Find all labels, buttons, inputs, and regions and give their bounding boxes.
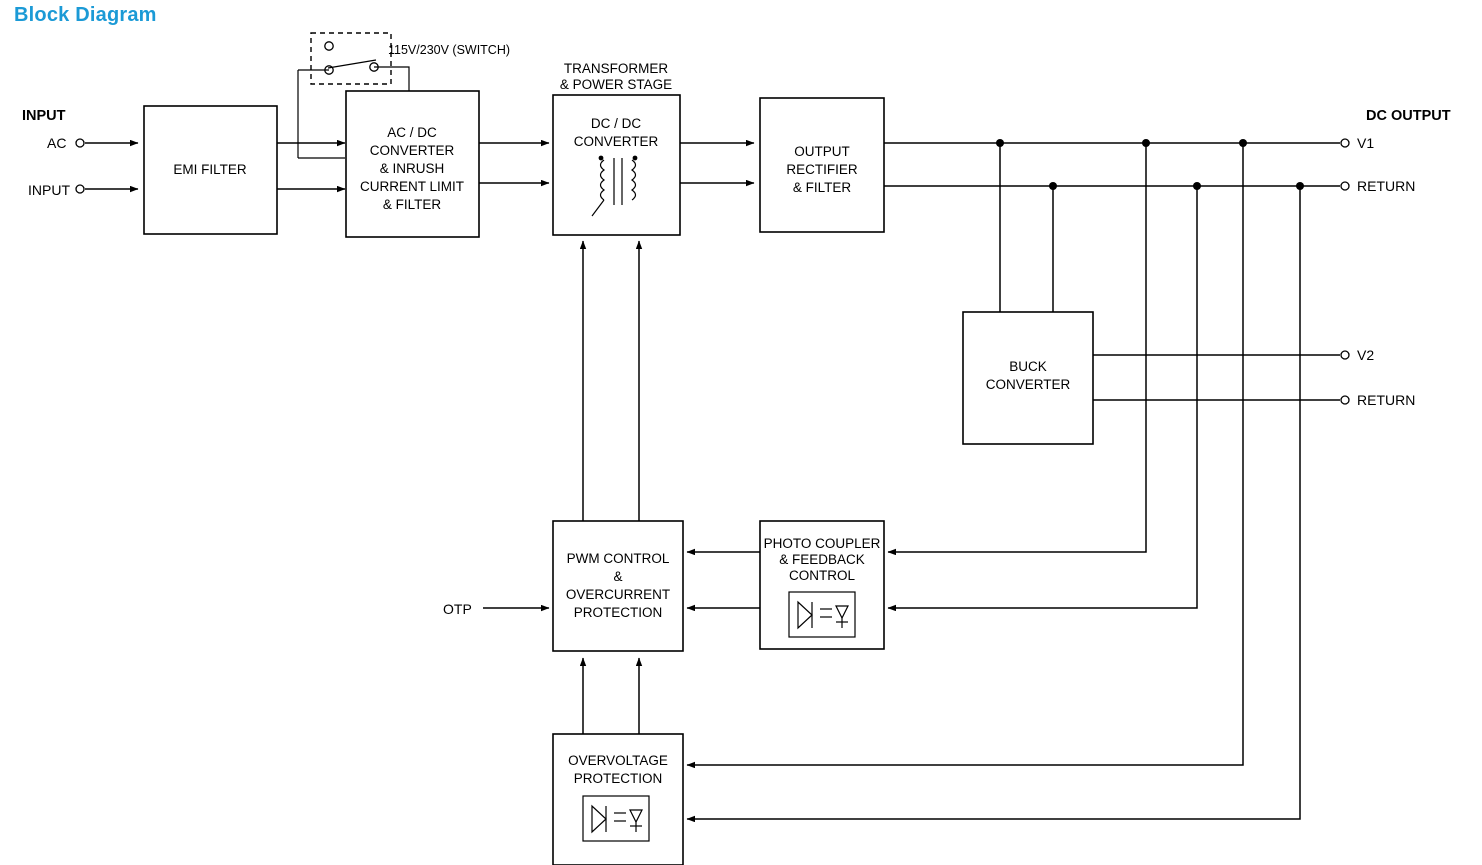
return1-terminal — [1341, 182, 1349, 190]
junction-v1-ovp — [1239, 139, 1247, 147]
block-ovp-line2: PROTECTION — [573, 771, 663, 786]
block-rect-line2: RECTIFIER — [786, 162, 858, 177]
ac-label: AC — [47, 135, 67, 151]
return2-label: RETURN — [1357, 392, 1416, 408]
dc-output-heading: DC OUTPUT — [1366, 108, 1451, 124]
v2-terminal — [1341, 351, 1349, 359]
input-terminal — [76, 185, 84, 193]
wire-return-to-ovp — [687, 186, 1300, 819]
block-rect-line3: & FILTER — [792, 180, 852, 195]
block-pwm-line1: PWM CONTROL — [566, 551, 670, 566]
ac-input-terminal — [76, 139, 84, 147]
block-dc-dc-line1: DC / DC — [590, 116, 642, 131]
block-photo-line3: CONTROL — [788, 568, 856, 583]
return2-terminal — [1341, 396, 1349, 404]
block-ac-dc-line5: & FILTER — [382, 197, 442, 212]
return1-label: RETURN — [1357, 178, 1416, 194]
transformer-header-line1: TRANSFORMER — [563, 61, 669, 76]
block-photo-line2: & FEEDBACK — [779, 552, 865, 567]
block-buck-line1: BUCK — [1009, 359, 1047, 374]
otp-label: OTP — [443, 601, 472, 617]
block-ac-dc-line4: CURRENT LIMIT — [359, 179, 465, 194]
block-ac-dc-line1: AC / DC — [387, 125, 437, 140]
switch-note: 115V/230V (SWITCH) — [388, 43, 511, 57]
junction-return-feedback — [1193, 182, 1201, 190]
block-photo-line1: PHOTO COUPLER — [763, 536, 881, 551]
wire-v1-to-ovp — [687, 143, 1243, 765]
block-rect-line1: OUTPUT — [794, 144, 850, 159]
block-ovp-line1: OVERVOLTAGE — [568, 753, 668, 768]
block-pwm-line3: OVERCURRENT — [565, 587, 671, 602]
block-pwm-line4: PROTECTION — [573, 605, 663, 620]
junction-v1-buck — [996, 139, 1004, 147]
block-ac-dc-line3: & INRUSH — [379, 161, 445, 176]
v1-terminal — [1341, 139, 1349, 147]
v1-label: V1 — [1357, 135, 1375, 151]
junction-v1-feedback — [1142, 139, 1150, 147]
junction-return-ovp — [1296, 182, 1304, 190]
block-emi-filter-label: EMI FILTER — [173, 162, 247, 177]
block-pwm-line2: & — [613, 569, 623, 584]
junction-return-buck — [1049, 182, 1057, 190]
input-label: INPUT — [28, 182, 70, 198]
switch-terminal-top — [325, 42, 333, 50]
block-dc-dc-line2: CONVERTER — [573, 134, 659, 149]
block-pwm-control — [553, 521, 683, 651]
transformer-header-line2: & POWER STAGE — [559, 77, 673, 92]
block-buck-line2: CONVERTER — [985, 377, 1071, 392]
v2-label: V2 — [1357, 347, 1375, 363]
input-heading: INPUT — [22, 108, 66, 124]
block-ac-dc-line2: CONVERTER — [369, 143, 455, 158]
page-title: Block Diagram — [14, 4, 157, 26]
block-voltage-switch — [311, 33, 391, 84]
